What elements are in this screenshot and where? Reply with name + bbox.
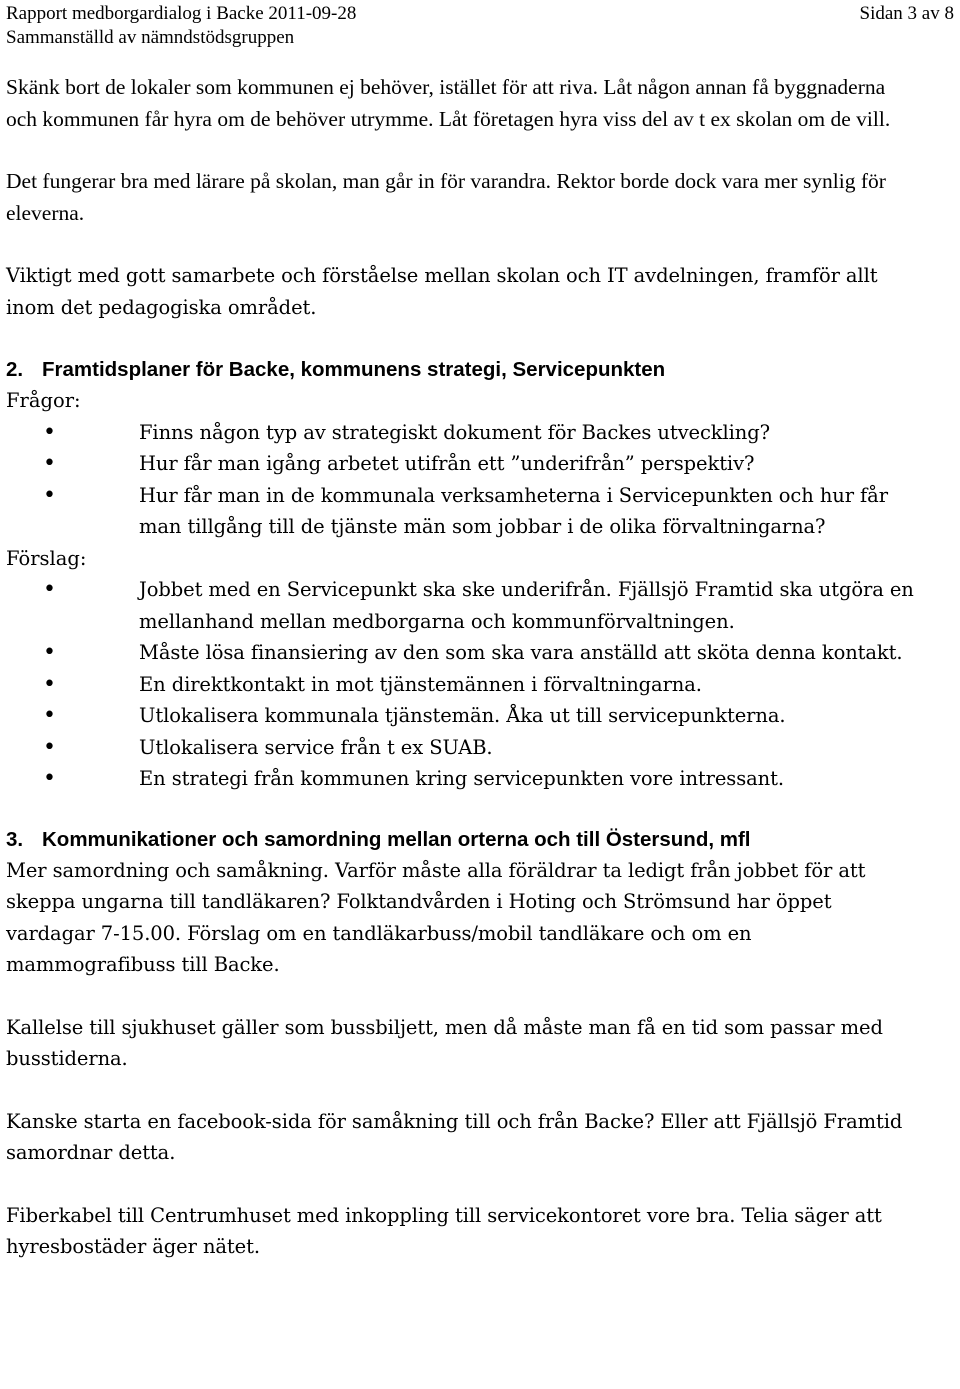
proposals-label: Förslag: (6, 546, 87, 570)
list-item: • Hur får man in de kommunala verksamheterna i Servicepunkten och hur får man tillgång till de tjänste män som jobbar i de olika förvaltningarna? (6, 480, 936, 543)
list-item: • Utlokalisera kommunala tjänstemän. Åka ut till servicepunkterna. (6, 700, 926, 732)
section-3-number: 3. (6, 827, 24, 851)
bullet-icon: • (43, 766, 56, 791)
list-item: • En strategi från kommunen kring servicepunkten vore intressant. (6, 763, 926, 795)
page-number: Sidan 3 av 8 (859, 3, 954, 24)
paragraph-premises: Skänk bort de lokaler som kommunen ej behöver, istället för att riva. Låt någon annan få byggnaderna och kommunen får hyra om de behöver utrymme. Låt företagen hyra viss del av t ex skolan om de vill. (6, 75, 891, 131)
paragraph-facebook: Kanske starta en facebook-sida för samåkning till och från Backe? Eller att Fjällsjö Framtid samordnar detta. (6, 1109, 903, 1164)
report-title: Rapport medborgardialog i Backe 2011-09-28 (6, 3, 357, 24)
paragraph-it: Viktigt med gott samarbete och förståelse mellan skolan och IT avdelningen, framför allt inom det pedagogiska området. (6, 264, 878, 319)
page-header (6, 2, 954, 50)
paragraph-sjukhuset: Kallelse till sjukhuset gäller som bussbiljett, men då måste man få en tid som passar med busstiderna. (6, 1015, 883, 1070)
bullet-icon: • (43, 451, 56, 476)
paragraph-teachers: Det fungerar bra med lärare på skolan, man går in för varandra. Rektor borde dock vara mer synlig för eleverna. (6, 169, 886, 225)
paragraph-samordning: Mer samordning och samåkning. Varför måste alla föräldrar ta ledigt från jobbet för att skeppa ungarna till tandläkaren? Folktandvården i Hoting och Strömsund har öppet vardagar 7-15.00. Förslag om en tandläkarbuss/mobil tandläkare och om en mammografibuss till Backe. (6, 858, 866, 976)
section-2-heading (6, 354, 954, 385)
section-2-number: 2. (6, 358, 24, 381)
list-item: • Hur får man igång arbetet utifrån ett ”underifrån” perspektiv? (6, 448, 936, 480)
proposals-list (6, 574, 926, 795)
bullet-icon: • (43, 577, 56, 602)
bullet-icon: • (43, 640, 56, 665)
bullet-icon: • (43, 734, 56, 760)
list-item: • Utlokalisera service från t ex SUAB. (6, 732, 926, 764)
section-3-title: Kommunikationer och samordning mellan orterna och till Östersund, mfl (42, 827, 751, 851)
list-item: • Finns någon typ av strategiskt dokument för Backes utveckling? (6, 417, 936, 449)
bullet-icon: • (43, 419, 56, 445)
bullet-icon: • (43, 703, 56, 728)
questions-list (6, 417, 936, 543)
document-body (6, 72, 954, 1263)
section-3-heading (6, 824, 954, 855)
bullet-icon: • (43, 671, 56, 697)
list-item: • Jobbet med en Servicepunkt ska ske underifrån. Fjällsjö Framtid ska utgöra en mellanhand mellan medborgarna och kommunförvaltningen. (6, 574, 926, 637)
bullet-icon: • (43, 482, 56, 508)
header-left (6, 2, 356, 50)
paragraph-fiberkabel: Fiberkabel till Centrumhuset med inkoppling till servicekontoret vore bra. Telia säger att hyresbostäder äger nätet. (6, 1203, 882, 1258)
list-item: • Måste lösa finansiering av den som ska vara anställd att sköta denna kontakt. (6, 637, 926, 669)
section-2-title: Framtidsplaner för Backe, kommunens strategi, Servicepunkten (42, 358, 666, 381)
questions-label: Frågor: (6, 389, 81, 412)
list-item: • En direktkontakt in mot tjänstemännen i förvaltningarna. (6, 669, 926, 701)
report-subtitle: Sammanställd av nämndstödsgruppen (6, 27, 295, 48)
